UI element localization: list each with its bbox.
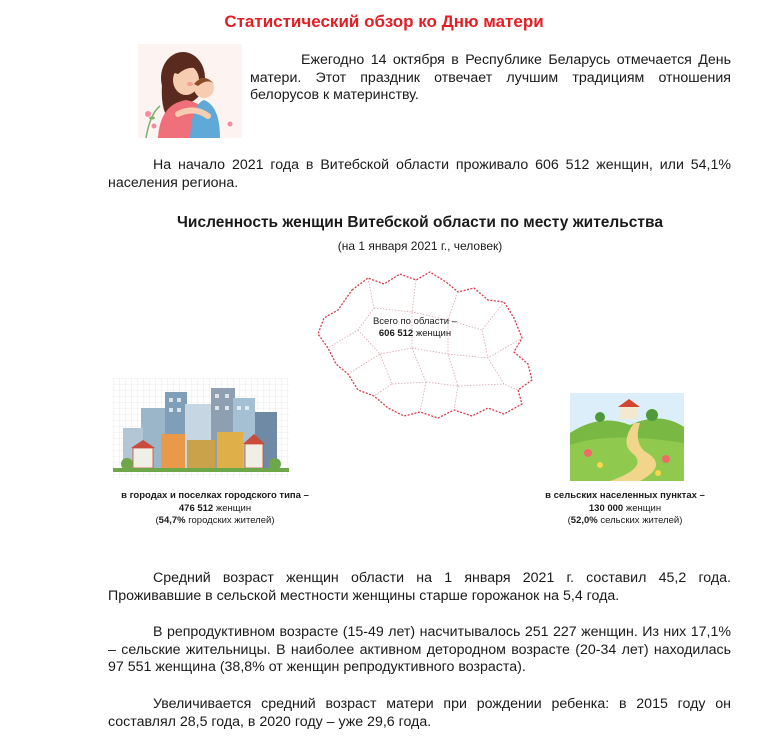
urban-caption: в городах и поселках городского типа – 476 512 женщин (54,7% городских жителей)	[121, 490, 309, 526]
intro-paragraph: Ежегодно 14 октября в Республике Беларусь отмечается День матери. Этот праздник отвечает лучшим традициям отношения белорусов к материнству.	[250, 52, 731, 103]
rural-label: в сельских населенных пунктах –	[545, 490, 705, 501]
mother-child-illustration	[138, 44, 242, 138]
urban-value: 476 512	[178, 502, 214, 514]
urban-share: 54,7%	[158, 515, 186, 526]
section-title: Численность женщин Витебской области по месту жительства	[177, 214, 663, 231]
total-label	[355, 316, 475, 340]
paragraph-population: На начало 2021 года в Витебской области проживало 606 512 женщин, или 54,1% населения региона.	[108, 157, 731, 191]
city-illustration	[113, 378, 289, 478]
paragraph-mother-age: Увеличивается средний возраст матери при рождении ребенка: в 2015 году он составлял 28,5 года, в 2020 году – уже 29,6 года.	[108, 696, 731, 730]
village-illustration	[570, 393, 684, 481]
urban-label: в городах и поселках городского типа –	[121, 490, 309, 501]
rural-caption: в сельских населенных пунктах – 130 000 женщин (52,0% сельских жителей)	[545, 490, 705, 526]
rural-unit: женщин	[625, 502, 662, 514]
paragraph-reproductive-age: В репродуктивном возрасте (15-49 лет) насчитывалось 251 227 женщин. Из них 17,1% – сельские жительницы. В наиболее активном детородном возрасте (20-34 лет) находилась 97 551 женщина (38,8% от женщин репродуктивного возраста).	[108, 624, 731, 675]
total-unit: женщин	[415, 328, 452, 339]
total-label-text: Всего по области –	[372, 316, 458, 327]
urban-share-text: городских жителей	[188, 515, 272, 526]
rural-share-text: сельских жителей	[600, 515, 680, 526]
vitebsk-region-map	[308, 268, 536, 420]
urban-unit: женщин	[215, 502, 252, 514]
paragraph-average-age: Средний возраст женщин области на 1 января 2021 г. составил 45,2 года. Проживавшие в сельской местности женщины старше горожанок на 5,4 года.	[108, 570, 731, 604]
page-title: Статистический обзор ко Дню матери	[224, 12, 544, 31]
section-subtitle: (на 1 января 2021 г., человек)	[337, 239, 503, 253]
total-value: 606 512	[378, 328, 414, 339]
rural-value: 130 000	[588, 502, 624, 514]
rural-share: 52,0%	[570, 515, 598, 526]
